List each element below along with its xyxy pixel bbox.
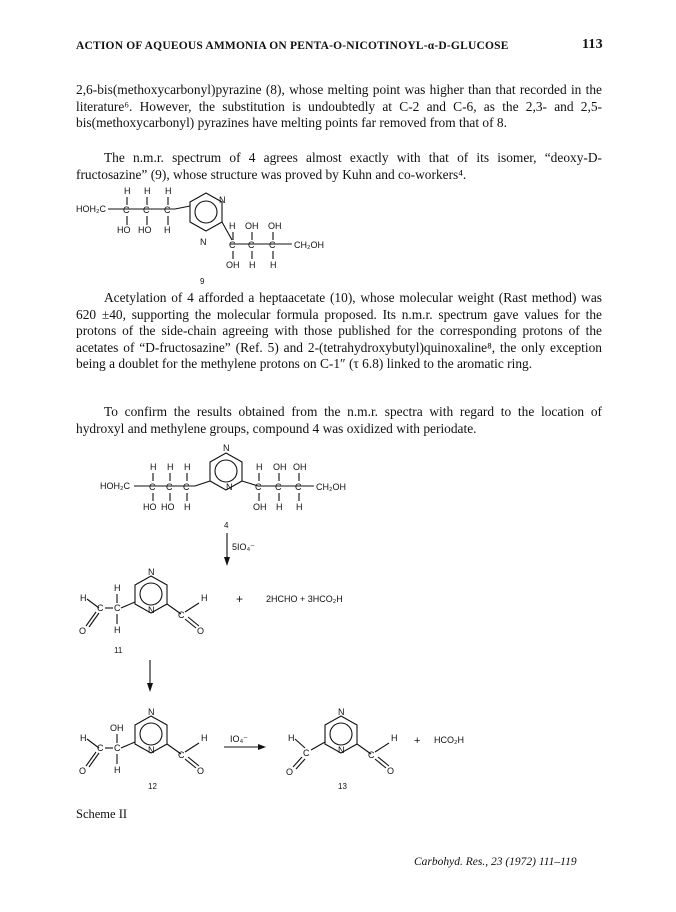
scheme-label: Scheme II: [76, 807, 128, 821]
s4-c6: C: [295, 482, 302, 492]
s4-tr-3: OH: [293, 462, 307, 472]
s12-c1: C: [97, 743, 104, 753]
paragraph-1: 2,6-bis(methoxycarbonyl)pyrazine (8), whose melting point was higher than that recorded in the literature⁶. However, the substitution is undoubtedly at C-2 and C-6, as the 2,3- and 2,5-bis(methoxycarbonyl) pyrazines have melting points far removed from that of 8.: [76, 82, 602, 131]
s11-c3: C: [178, 610, 185, 620]
s9-c2: C: [143, 205, 150, 215]
s13-o-left: O: [286, 767, 294, 777]
s11-c1: C: [97, 603, 104, 613]
s9-tr-1: H: [229, 221, 236, 231]
s4-right-group: CH₂OH: [316, 482, 346, 492]
s4-c5: C: [275, 482, 282, 492]
s9-ring-n1: N: [219, 195, 226, 205]
s4-c1: C: [149, 482, 156, 492]
s12-ring-n2: N: [148, 745, 155, 755]
s13-o-right: O: [387, 766, 395, 776]
s12-c3: C: [178, 750, 185, 760]
s9-br-1: OH: [226, 260, 240, 270]
s4-reagent: 5IO₄⁻: [232, 542, 255, 552]
running-title: ACTION OF AQUEOUS AMMONIA ON PENTA-O-NICOTINOYL-α-D-GLUCOSE: [76, 40, 509, 52]
structure-4: [100, 443, 346, 566]
s9-h-top-1: H: [124, 186, 131, 196]
s4-bl-1: HO: [143, 502, 157, 512]
s12-oh-top: OH: [110, 723, 124, 733]
s9-h-top-2: H: [144, 186, 151, 196]
s4-label: 4: [224, 521, 229, 530]
journal-citation: Carbohyd. Res., 23 (1972) 111–119: [414, 856, 577, 868]
s9-c4: C: [229, 240, 236, 250]
s9-bl-3: H: [164, 225, 171, 235]
s9-ring-n2: N: [200, 237, 207, 247]
s4-tr-1: H: [256, 462, 263, 472]
s12-o-left: O: [79, 766, 87, 776]
s9-tr-2: OH: [245, 221, 259, 231]
s13-label: 13: [338, 782, 347, 791]
s12-o-right: O: [197, 766, 205, 776]
s13-h-left: H: [288, 733, 295, 743]
s11-ring-n1: N: [148, 567, 155, 577]
s9-left-group: HOH₂C: [76, 204, 106, 214]
s4-h-top-1: H: [150, 462, 157, 472]
structure-13: [286, 707, 464, 791]
s4-h-top-2: H: [167, 462, 174, 472]
s4-br-1: OH: [253, 502, 267, 512]
s12-h-right: H: [201, 733, 208, 743]
paragraph-4: To confirm the results obtained from the n.m.r. spectra with regard to the location of hydroxyl and methylene groups, compound 4 was oxidized with periodate.: [76, 404, 602, 436]
s4-br-2: H: [276, 502, 283, 512]
paragraph-3: Acetylation of 4 afforded a heptaacetate (10), whose molecular weight (Rast method) was 620 ±40, supporting the molecular formula proposed. Its n.m.r. spectrum gave values for the protons of the side-chain agreeing with those published for the corresponding protons of the acetates of “D-fructosazine” (Ref. 5) and 2-(tetrahydroxybutyl)quinoxaline⁸, the only exception being a doublet for the methylene protons on C-1″ (τ 6.8) linked to the aromatic ring.: [76, 290, 602, 372]
s12-h-bottom: H: [114, 765, 121, 775]
s4-bl-3: H: [184, 502, 191, 512]
s9-c1: C: [123, 205, 130, 215]
s4-left-group: HOH₂C: [100, 481, 130, 491]
s13-plus: +: [414, 735, 421, 747]
s9-c5: C: [248, 240, 255, 250]
s11-products: 2HCHO + 3HCO₂H: [266, 594, 343, 604]
s4-ring-n1: N: [223, 443, 230, 453]
s9-label: 9: [200, 277, 205, 286]
s4-br-3: H: [296, 502, 303, 512]
s4-tr-2: OH: [273, 462, 287, 472]
s11-c2: C: [114, 603, 121, 613]
s11-o-right: O: [197, 626, 205, 636]
s12-c2: C: [114, 743, 121, 753]
s9-h-top-3: H: [165, 186, 172, 196]
s13-ring-n2: N: [338, 745, 345, 755]
s9-br-3: H: [270, 260, 277, 270]
s9-bl-2: HO: [138, 225, 152, 235]
s11-ring-n2: N: [148, 605, 155, 615]
page-number: 113: [582, 37, 603, 52]
s9-right-group: CH₂OH: [294, 240, 324, 250]
structure-12: [79, 707, 266, 791]
s12-label: 12: [148, 782, 157, 791]
structure-9: [76, 186, 324, 286]
s9-tr-3: OH: [268, 221, 282, 231]
s4-c3: C: [183, 482, 190, 492]
s11-label: 11: [114, 646, 123, 655]
s11-h-left: H: [80, 593, 87, 603]
s12-ring-n1: N: [148, 707, 155, 717]
s9-c3: C: [164, 205, 171, 215]
s4-bl-2: HO: [161, 502, 175, 512]
s13-h-right: H: [391, 733, 398, 743]
paragraph-2: The n.m.r. spectrum of 4 agrees almost exactly with that of its isomer, “deoxy-D-fructosazine” (9), whose structure was proved by Kuhn and co-workers⁴.: [76, 150, 602, 182]
s13-product: HCO₂H: [434, 735, 464, 745]
s9-bl-1: HO: [117, 225, 131, 235]
s12-h-left: H: [80, 733, 87, 743]
s4-c2: C: [166, 482, 173, 492]
s12-reagent: IO₄⁻: [230, 734, 248, 744]
s4-ring-n2: N: [226, 482, 233, 492]
s4-h-top-3: H: [184, 462, 191, 472]
s11-o-left: O: [79, 626, 87, 636]
s11-h-right: H: [201, 593, 208, 603]
s11-h-bottom: H: [114, 625, 121, 635]
s13-c1: C: [303, 748, 310, 758]
s4-c4: C: [255, 482, 262, 492]
s9-c6: C: [269, 240, 276, 250]
s13-ring-n1: N: [338, 707, 345, 717]
s9-br-2: H: [249, 260, 256, 270]
s11-plus: +: [236, 592, 244, 606]
s13-c2: C: [368, 750, 375, 760]
s11-h-top: H: [114, 583, 121, 593]
structure-11: [79, 567, 343, 692]
